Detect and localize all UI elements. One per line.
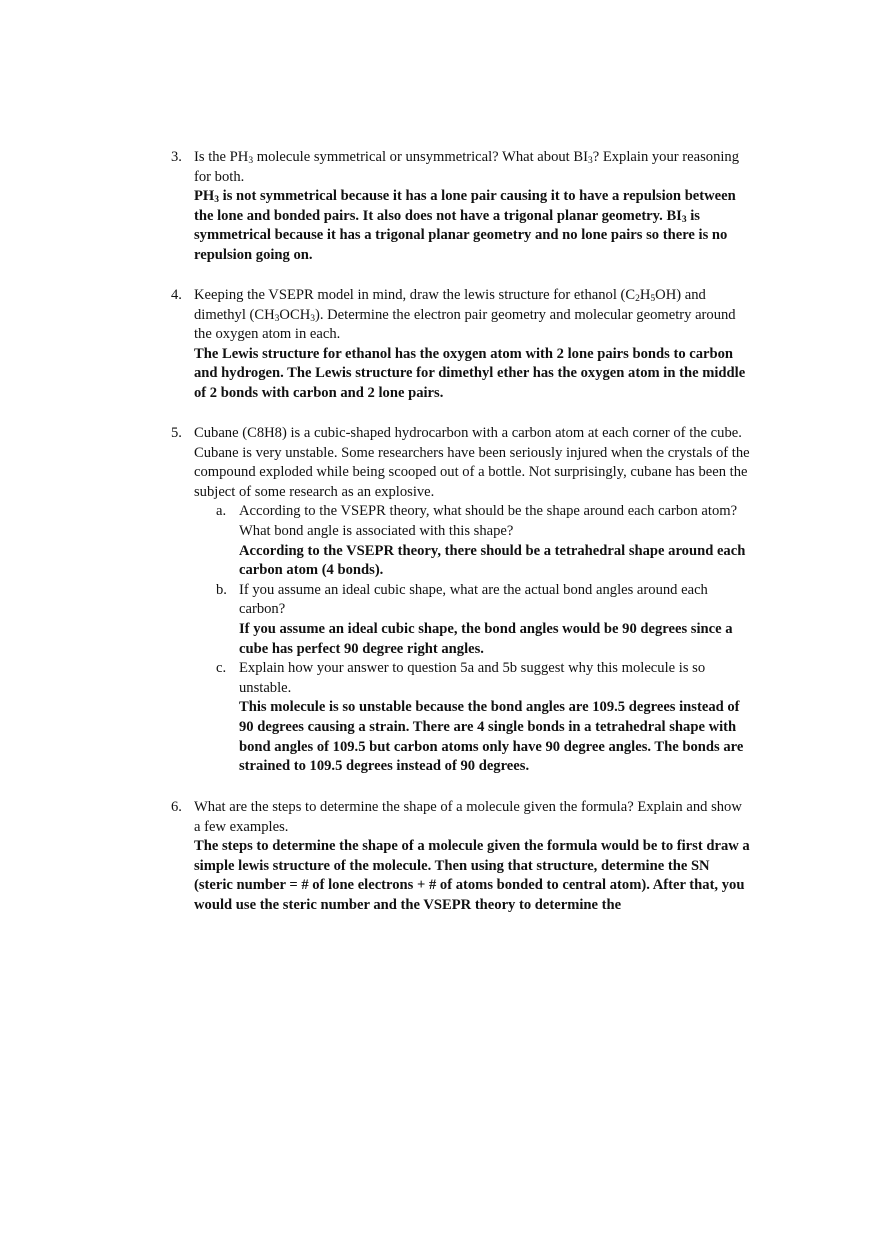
question-4: [171, 286, 751, 404]
subquestion-letter: a.: [216, 503, 227, 520]
question-number: 6.: [171, 799, 182, 815]
question-answer: The steps to determine the shape of a molecule given the formula would be to first draw a simple lewis structure of the molecule. Then using that structure, determine the SN (steric number = # of lone electrons + # of atoms bonded to central atom). After that, you would use the steric number and the VSEPR theory to determine the: [194, 838, 750, 913]
subquestion-5c: [216, 659, 751, 777]
subquestion-5b: [216, 581, 751, 659]
question-5: [171, 424, 751, 777]
subquestion-letter: c.: [216, 660, 227, 677]
subquestion-answer: This molecule is so unstable because the bond angles are 109.5 degrees instead of 90 degrees causing a strain. There are 4 single bonds in a tetrahedral shape with bond angles of 109.5 but carbon atoms only have 90 degree angles. The bonds are strained to 109.5 degrees instead of 90 degrees.: [239, 699, 744, 775]
subquestion-prompt: If you assume an ideal cubic shape, what are the actual bond angles around each carbon?: [239, 581, 708, 618]
question-3: [171, 148, 751, 266]
question-prompt: Keeping the VSEPR model in mind, draw the lewis structure for ethanol $(C_2H_5OH)$ and dimethyl $(CH_3OCH_3)$. Determine the electron pair geometry and molecular geometry around the oxygen atom in each.: [194, 287, 736, 343]
subquestion-answer: If you assume an ideal cubic shape, the bond angles would be 90 degrees since a cube has perfect 90 degree right angles.: [239, 620, 733, 657]
question-prompt: Cubane (C8H8) is a cubic-shaped hydrocarbon with a carbon atom at each corner of the cube. Cubane is very unstable. Some researchers have been seriously injured when the crystals of the compound exploded while being scooped out of a bottle. Not surprisingly, cubane has been the subject of some research as an explosive.: [194, 425, 750, 500]
question-6: [171, 798, 751, 916]
question-prompt: Is the $PH_3$ molecule symmetrical or unsymmetrical? What about $BI_3$? Explain your reasoning for both.: [194, 149, 740, 185]
subquestion-prompt: According to the VSEPR theory, what should be the shape around each carbon atom? What bond angle is associated with this shape?: [239, 503, 738, 539]
question-prompt: What are the steps to determine the shape of a molecule given the formula? Explain and show a few examples.: [194, 799, 742, 835]
subquestion-letter: b.: [216, 581, 227, 598]
subquestion-prompt: Explain how your answer to question 5a and 5b suggest why this molecule is so unstable.: [239, 660, 706, 696]
question-answer: The Lewis structure for ethanol has the oxygen atom with 2 lone pairs bonds to carbon and hydrogen. The Lewis structure for dimethyl ether has the oxygen atom in the middle of 2 bonds with carbon and 2 lone pairs.: [194, 345, 746, 401]
subquestion-answer: According to the VSEPR theory, there should be a tetrahedral shape around each carbon atom (4 bonds).: [239, 542, 746, 579]
question-number: 4.: [171, 287, 182, 303]
question-number: 3.: [171, 149, 182, 165]
question-number: 5.: [171, 425, 182, 441]
subquestion-5a: [216, 502, 751, 580]
question-answer: $PH_3$ is not symmetrical because it has a lone pair causing it to have a repulsion between the lone and bonded pairs. It also does not have a trigonal planar geometry. $BI_3$ is symmetrical because it has a trigonal planar geometry and no lone pairs so there is no repulsion going on.: [194, 188, 736, 263]
